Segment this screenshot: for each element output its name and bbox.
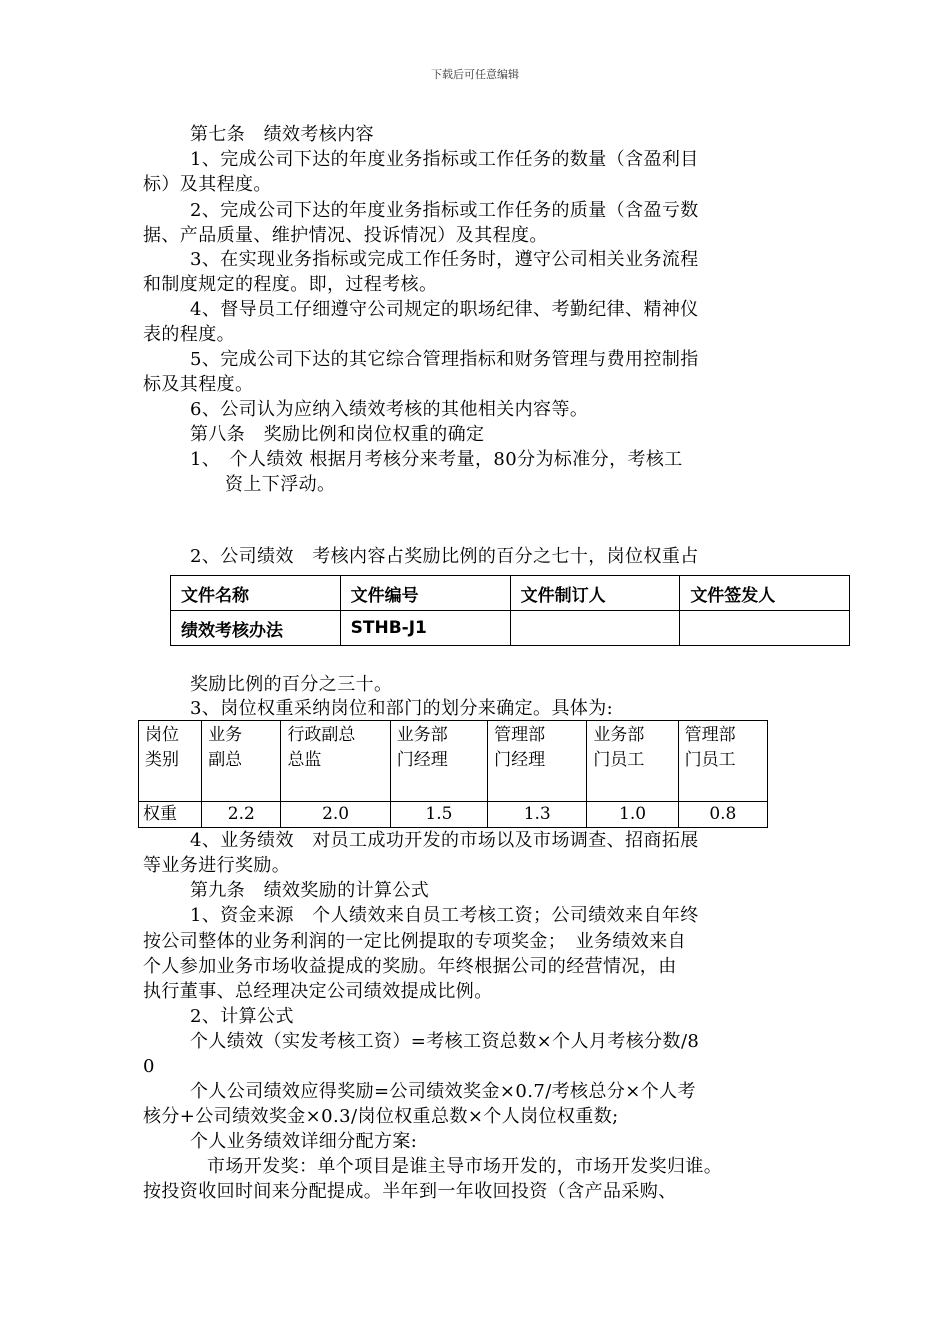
- paragraph-line: 等业务进行奖励。: [143, 855, 291, 876]
- paragraph-line: 执行董事、总经理决定公司绩效提成比例。: [143, 981, 493, 1002]
- page-header: 下载后可任意编辑: [431, 68, 519, 81]
- paragraph-line: 据、产品质量、维护情况、投诉情况）及其程度。: [143, 225, 548, 246]
- paragraph-line: 1、资金来源 个人绩效来自员工考核工资；公司绩效来自年终: [190, 905, 699, 926]
- table-cell: STHB-J1: [340, 611, 510, 646]
- paragraph-line: 按公司整体的业务利润的一定比例提取的专项奖金； 业务绩效来自: [143, 931, 686, 952]
- row-label-cell: 权重: [139, 802, 202, 828]
- table-header-cell: [678, 721, 767, 802]
- formula-line: 个人公司绩效应得奖励=公司绩效奖金×0.7/考核总分×个人考: [190, 1081, 696, 1102]
- header-text: 岗位 类别: [145, 725, 179, 770]
- weight-value-cell: 1.0: [587, 802, 678, 828]
- table-cell: [510, 611, 680, 646]
- paragraph-line: 按投资收回时间来分配提成。半年到一年收回投资（含产品采购、: [143, 1181, 677, 1202]
- paragraph-line: 3、岗位权重采纳岗位和部门的划分来确定。具体为:: [190, 698, 614, 719]
- paragraph-line: 个人参加业务市场收益提成的奖励。年终根据公司的经营情况，由: [143, 956, 677, 977]
- header-text: 业务部 门经理: [396, 725, 448, 770]
- table-header-cell: 文件制订人: [510, 576, 680, 611]
- header-text: 管理部 门员工: [684, 725, 736, 770]
- paragraph-line: 1、完成公司下达的年度业务指标或工作任务的数量（含盈利目: [190, 149, 699, 170]
- table-row: [139, 802, 768, 828]
- table-cell: 绩效考核办法: [171, 611, 341, 646]
- table-cell: [680, 611, 850, 646]
- formula-line: 0: [143, 1056, 155, 1077]
- table-header-cell: [202, 721, 281, 802]
- paragraph-line: 4、督导员工仔细遵守公司规定的职场纪律、考勤纪律、精神仪: [190, 299, 699, 320]
- formula-line: 个人绩效（实发考核工资）=考核工资总数×个人月考核分数/8: [190, 1031, 700, 1052]
- paragraph-line: 2、公司绩效 考核内容占奖励比例的百分之七十，岗位权重占: [190, 546, 699, 567]
- weight-value-cell: 2.0: [281, 802, 390, 828]
- paragraph-line: 3、在实现业务指标或完成工作任务时，遵守公司相关业务流程: [190, 249, 699, 270]
- table-header-cell: 文件签发人: [680, 576, 850, 611]
- table-header-cell: 文件编号: [340, 576, 510, 611]
- table-header-cell: [488, 721, 587, 802]
- paragraph-line: 2、完成公司下达的年度业务指标或工作任务的质量（含盈亏数: [190, 200, 699, 221]
- table-header-cell: [390, 721, 487, 802]
- document-info-table: [170, 575, 850, 646]
- table-header-row: [171, 576, 850, 611]
- paragraph-line: 2、计算公式: [190, 1006, 294, 1027]
- paragraph-line: 表的程度。: [143, 324, 235, 345]
- article-7-heading: 第七条 绩效考核内容: [190, 124, 374, 145]
- header-text: 业务 副总: [208, 725, 243, 770]
- paragraph-line: 奖励比例的百分之三十。: [190, 674, 393, 695]
- article-8-heading: 第八条 奖励比例和岗位权重的确定: [190, 424, 485, 445]
- paragraph-line: 6、公司认为应纳入绩效考核的其他相关内容等。: [190, 399, 589, 420]
- table-header-cell: [587, 721, 678, 802]
- table-header-cell: [139, 721, 202, 802]
- weight-value-cell: 2.2: [202, 802, 281, 828]
- table-row: [171, 611, 850, 646]
- paragraph-line: 5、完成公司下达的其它综合管理指标和财务管理与费用控制指: [190, 349, 699, 370]
- paragraph-line: 资上下浮动。: [225, 474, 336, 495]
- header-text: 管理部 门经理: [494, 725, 546, 770]
- paragraph-line: 标）及其程度。: [143, 174, 272, 195]
- position-weight-table: [138, 720, 768, 828]
- weight-value-cell: 1.3: [488, 802, 587, 828]
- weight-value-cell: 0.8: [678, 802, 767, 828]
- paragraph-line: 4、业务绩效 对员工成功开发的市场以及市场调查、招商拓展: [190, 830, 699, 851]
- paragraph-line: 1、 个人绩效 根据月考核分来考量，80分为标准分，考核工: [190, 449, 683, 470]
- table-header-cell: [281, 721, 390, 802]
- header-text: 行政副总 总监: [287, 725, 356, 770]
- paragraph-line: 个人业务绩效详细分配方案:: [190, 1131, 418, 1152]
- paragraph-line: 市场开发奖：单个项目是谁主导市场开发的，市场开发奖归谁。: [207, 1156, 723, 1177]
- paragraph-line: 标及其程度。: [143, 374, 254, 395]
- formula-line: 核分+公司绩效奖金×0.3/岗位权重总数×个人岗位权重数;: [143, 1106, 619, 1127]
- weight-value-cell: 1.5: [390, 802, 487, 828]
- table-header-row: [139, 721, 768, 802]
- header-text: 业务部 门员工: [593, 725, 645, 770]
- table-header-cell: 文件名称: [171, 576, 341, 611]
- article-9-heading: 第九条 绩效奖励的计算公式: [190, 880, 430, 901]
- paragraph-line: 和制度规定的程度。即，过程考核。: [143, 274, 438, 295]
